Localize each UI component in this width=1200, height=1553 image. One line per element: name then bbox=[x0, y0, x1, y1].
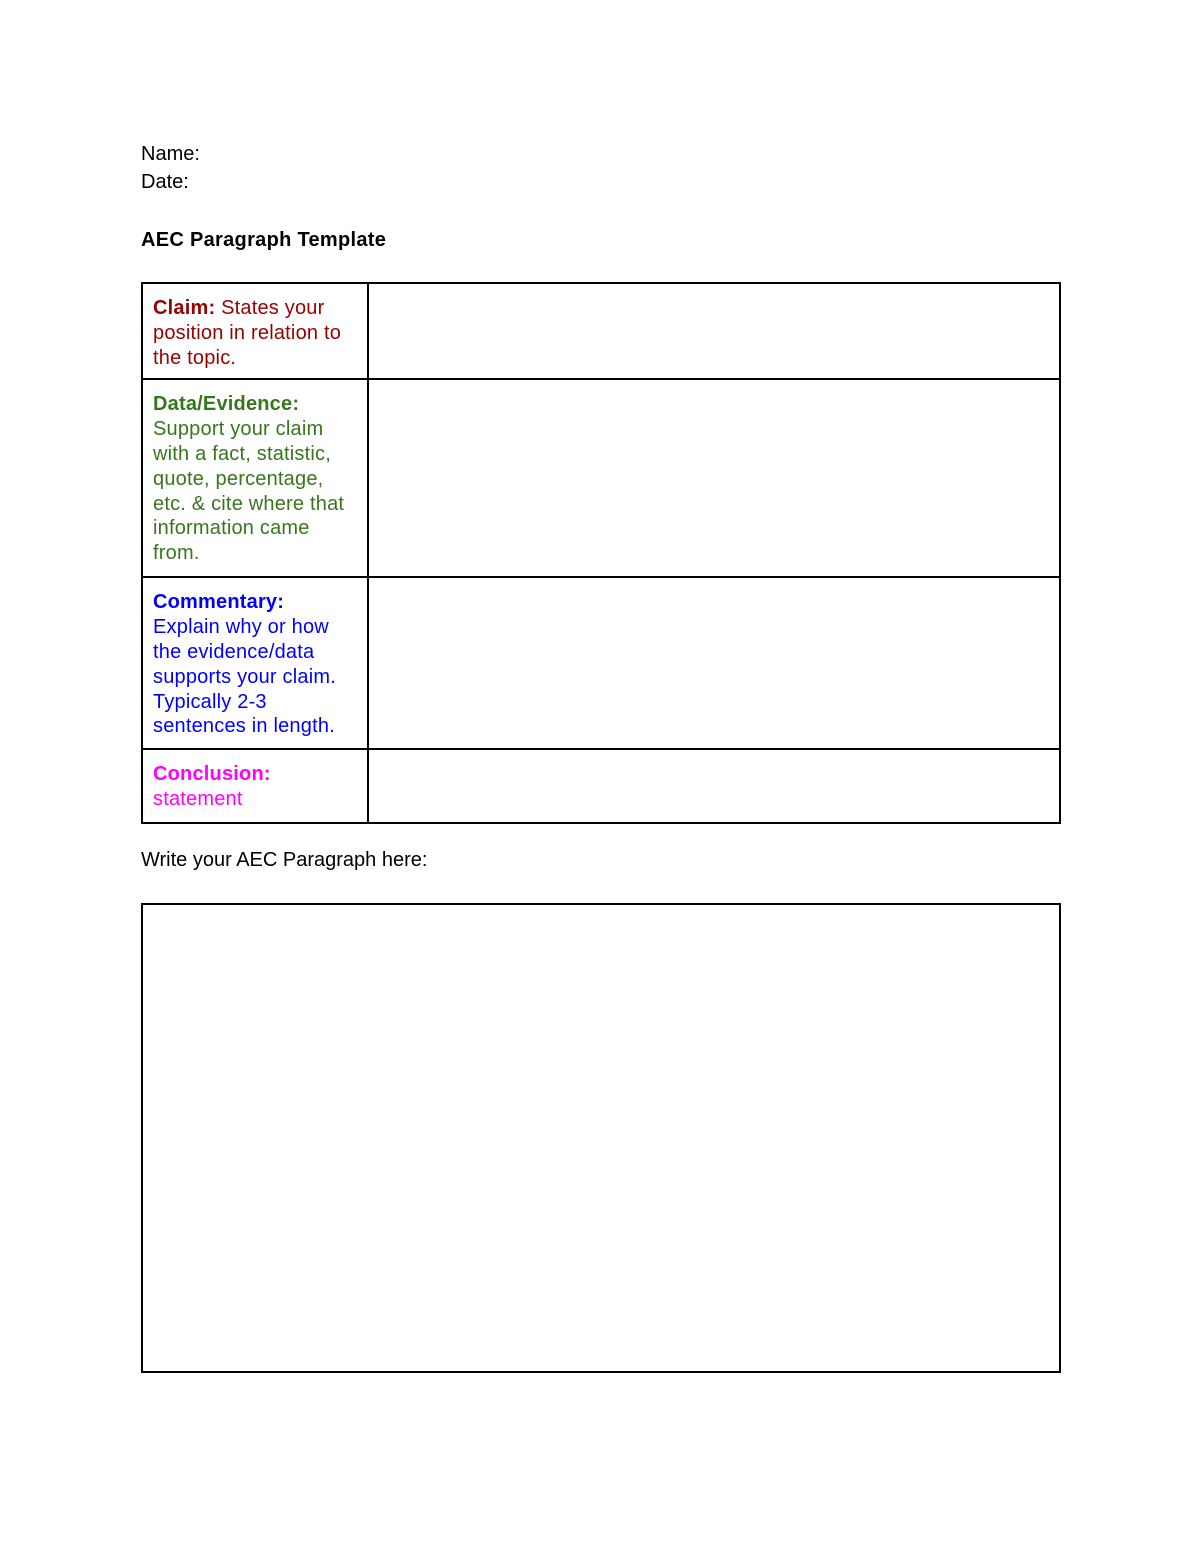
commentary-heading: Commentary: bbox=[153, 591, 285, 614]
commentary-description: Explain why or how the evidence/data supports your claim. Typically 2-3 sentences in length. bbox=[153, 616, 336, 738]
claim-heading: Claim: bbox=[153, 297, 216, 319]
conclusion-description: statement bbox=[153, 788, 243, 811]
commentary-response-cell[interactable] bbox=[368, 577, 1060, 749]
page-title: AEC Paragraph Template bbox=[141, 229, 387, 251]
paragraph-prompt: Write your AEC Paragraph here: bbox=[141, 849, 428, 871]
claim-label-cell bbox=[142, 283, 368, 379]
table-row-commentary bbox=[142, 577, 1060, 749]
name-label: Name: bbox=[141, 143, 200, 165]
aec-template-table bbox=[141, 282, 1061, 824]
table-row-conclusion bbox=[142, 749, 1060, 823]
evidence-description: Support your claim with a fact, statistic, quote, percentage, etc. & cite where that information came from. bbox=[153, 418, 345, 565]
claim-response-cell[interactable] bbox=[368, 283, 1060, 379]
evidence-heading: Data/Evidence: bbox=[153, 393, 300, 416]
conclusion-response-cell[interactable] bbox=[368, 749, 1060, 823]
table-row-evidence bbox=[142, 379, 1060, 577]
claim-description: States your position in relation to the topic. bbox=[153, 297, 342, 369]
evidence-label-cell bbox=[142, 379, 368, 577]
evidence-response-cell[interactable] bbox=[368, 379, 1060, 577]
table-row-claim bbox=[142, 283, 1060, 379]
paragraph-writing-box[interactable] bbox=[141, 903, 1061, 1373]
conclusion-heading: Conclusion: bbox=[153, 763, 271, 786]
commentary-label-cell bbox=[142, 577, 368, 749]
conclusion-label-cell bbox=[142, 749, 368, 823]
date-label: Date: bbox=[141, 171, 189, 193]
